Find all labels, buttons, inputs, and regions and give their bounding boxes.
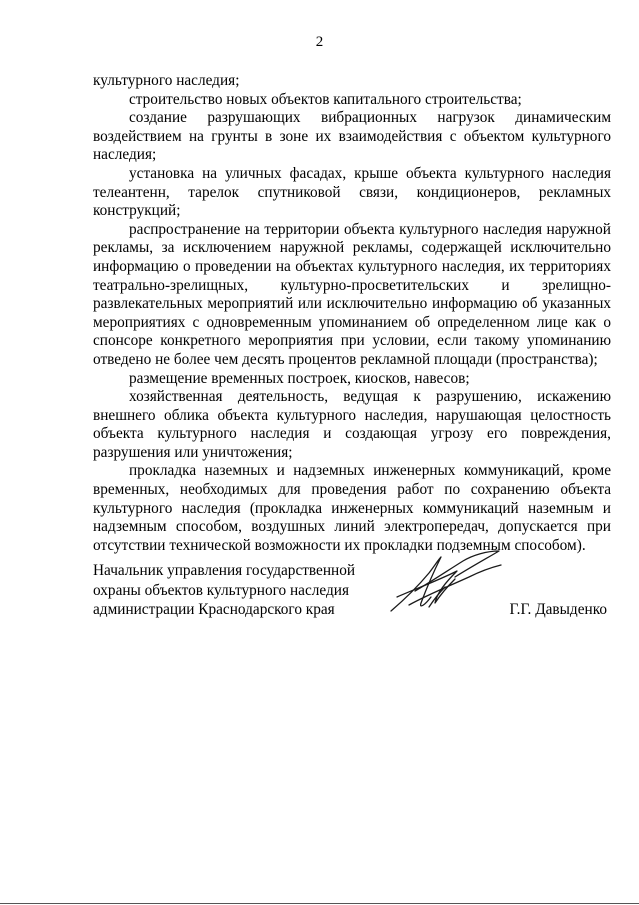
body-paragraph: распространение на территории объекта культурного наследия наружной рекламы, за исключением наружной рекламы, содержащей исключительно информацию о проведении на объектах культурного наследия, их территориях театрально-зрелищных, культурно-просветительских и зрелищно-развлекательных мероприятий или исключительно информацию об указанных мероприятиях с одновременным упоминанием об определенном лице как о спонсоре конкретного мероприятия при условии, если такому упоминанию отведено не более чем десять процентов рекламной площади (пространства); [93,220,611,368]
handwritten-signature [385,547,505,619]
page-number: 2 [315,34,324,50]
body-paragraph: размещение временных построек, киосков, навесов; [129,369,470,387]
page-bottom-edge [0,903,639,904]
signature-position-line-1: Начальник управления государственной [93,562,356,579]
signer-name: Г.Г. Давыденко [509,601,607,618]
document-body [93,72,611,555]
body-paragraph: прокладка наземных и надземных инженерных коммуникаций, кроме временных, необходимых для проведения работ по сохранению объекта культурного наследия (прокладка инженерных коммуникаций наземным и надземным способом, воздушных линий электропередач, допускается при отсутствии технической возможности их прокладки подземным способом). [93,462,611,554]
body-paragraph: культурного наследия; [93,72,240,89]
body-paragraph: создание разрушающих вибрационных нагрузок динамическим воздействием на грунты в зоне их взаимодействия с объектом культурного наследия; [93,109,611,164]
signature-position-line-2: охраны объектов культурного наследия [93,581,349,599]
body-paragraph: установка на уличных фасадах, крыше объекта культурного наследия телеантенн, тарелок спутниковой связи, кондиционеров, рекламных конструкций; [93,164,611,220]
signature-position-line-3: администрации Краснодарского края [93,601,335,618]
body-paragraph: строительство новых объектов капитального строительства; [129,90,522,108]
signature-position [93,561,355,620]
body-paragraph: хозяйственная деятельность, ведущая к разрушению, искажению внешнего облика объекта культурного наследия, нарушающая целостность объекта культурного наследия и создающая угрозу его повреждения, разрушения или уничтожения; [93,388,611,461]
